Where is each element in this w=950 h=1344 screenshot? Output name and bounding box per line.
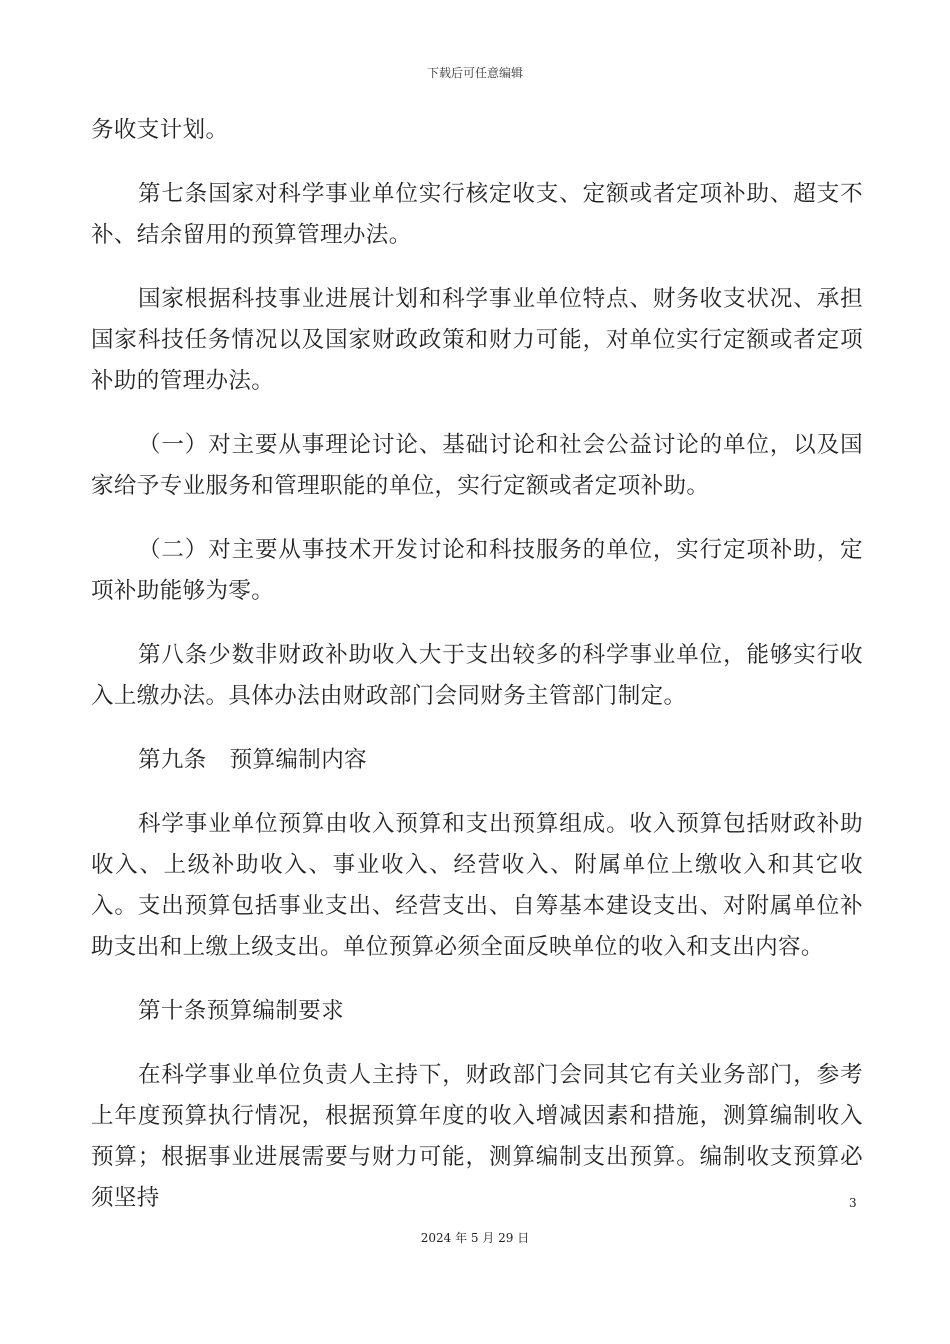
paragraph-item-2: （二）对主要从事技术开发讨论和科技服务的单位，实行定项补助，定项补助能够为零。 [91, 537, 863, 604]
footer-date: 2024 年 5 月 29 日 [420, 1231, 530, 1245]
heading-article-10: 第十条预算编制要求 [138, 998, 345, 1024]
paragraph-item-1: （一）对主要从事理论讨论、基础讨论和社会公益讨论的单位，以及国家给予专业服务和管理职能的单位，实行定额或者定项补助。 [91, 432, 863, 499]
page-number: 3 [849, 1196, 857, 1210]
header-note: 下载后可任意编辑 [426, 66, 523, 80]
paragraph-continuation: 务收支计划。 [91, 117, 229, 143]
paragraph-budget-content: 科学事业单位预算由收入预算和支出预算组成。收入预算包括财政补助收入、上级补助收入、事业收入、经营收入、附属单位上缴收入和其它收入。支出预算包括事业支出、经营支出、自筹基本建设支出、对附属单位补助支出和上缴上级支出。单位预算必须全面反映单位的收入和支出内容。 [91, 811, 863, 960]
paragraph-budget-requirements: 在科学事业单位负责人主持下，财政部门会同其它有关业务部门，参考上年度预算执行情况，根据预算年度的收入增减因素和措施，测算编制收入预算；根据事业进展需要与财力可能，测算编制支出预算。编制收支预算必须坚持 [91, 1062, 863, 1211]
paragraph-article-8: 第八条少数非财政补助收入大于支出较多的科学事业单位，能够实行收入上缴办法。具体办法由财政部门会同财务主管部门制定。 [91, 642, 863, 709]
heading-article-9: 第九条 预算编制内容 [138, 747, 368, 773]
paragraph-national-basis: 国家根据科技事业进展计划和科学事业单位特点、财务收支状况、承担国家科技任务情况以及国家财政政策和财力可能，对单位实行定额或者定项补助的管理办法。 [91, 286, 863, 394]
paragraph-article-7: 第七条国家对科学事业单位实行核定收支、定额或者定项补助、超支不补、结余留用的预算管理办法。 [91, 181, 863, 248]
document-body [91, 110, 863, 1242]
